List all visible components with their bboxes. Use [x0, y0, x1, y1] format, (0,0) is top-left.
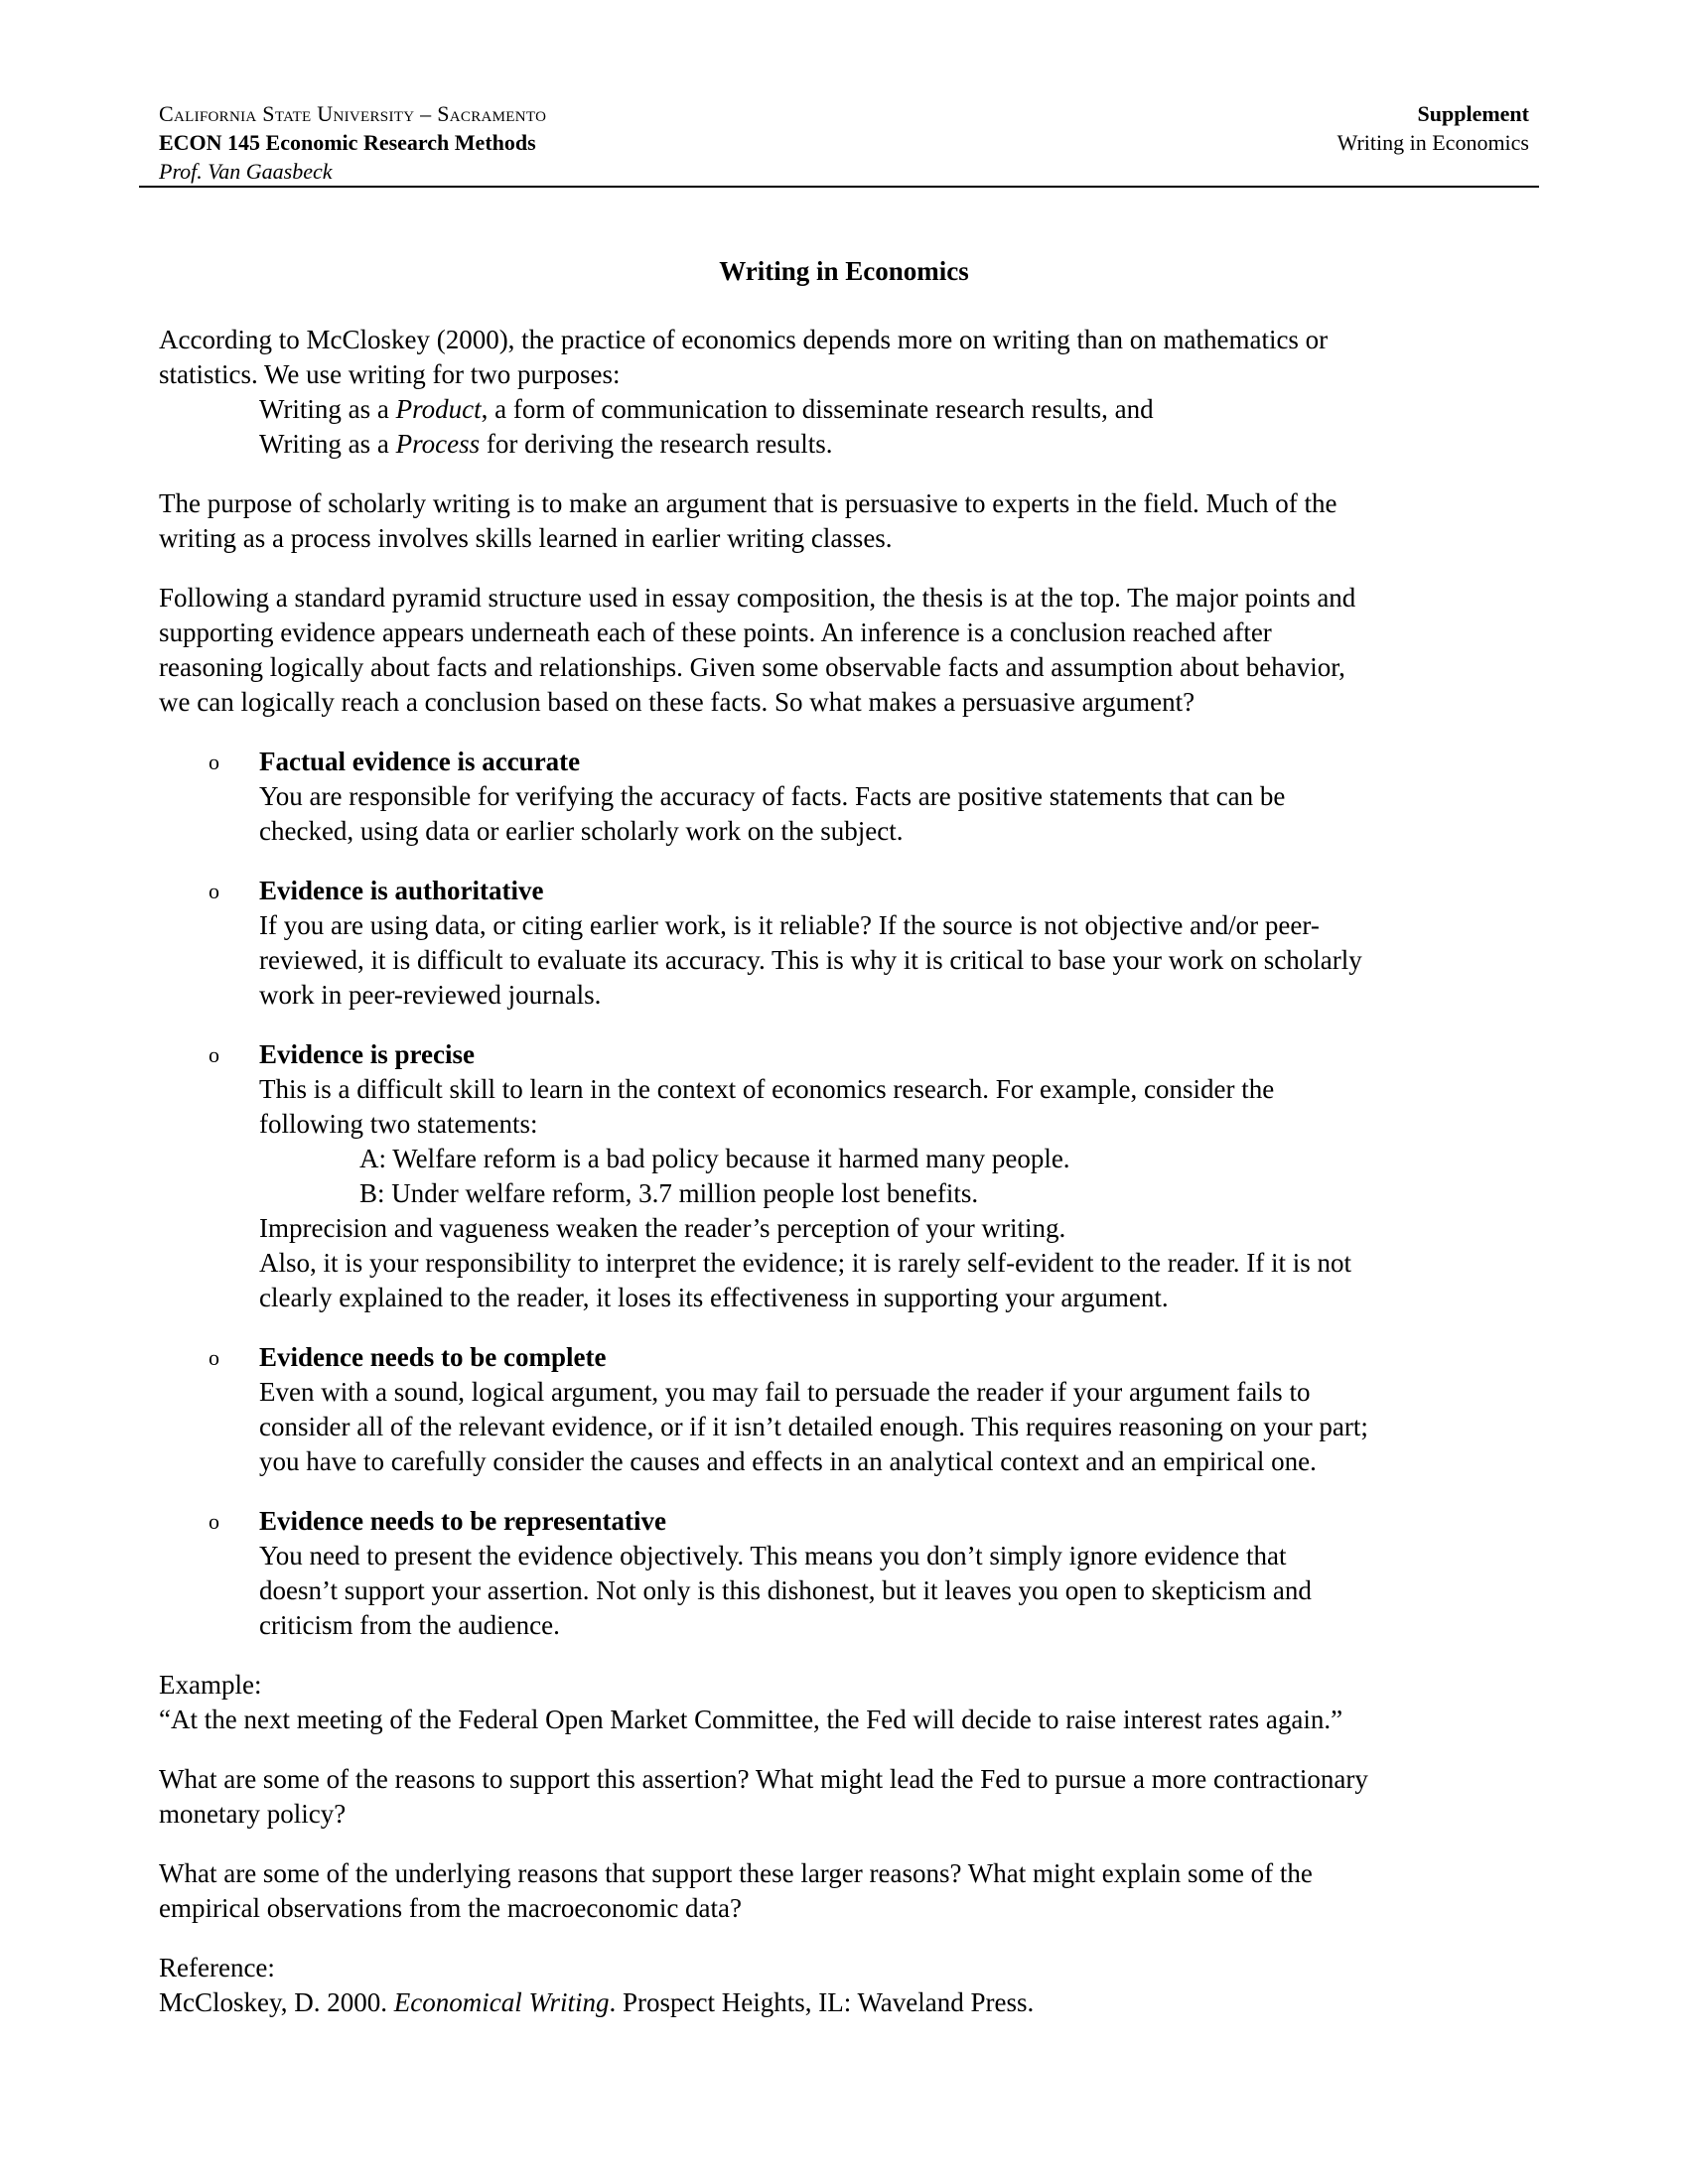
text-span: , a form of communication to disseminate research results, and	[481, 394, 1154, 424]
reference-citation	[159, 1985, 1549, 2020]
example-statement: A: Welfare reform is a bad policy because it harmed many people.	[359, 1144, 1070, 1173]
evidence-list	[159, 745, 1549, 1643]
book-title: Economical Writing	[393, 1987, 610, 2017]
bullet-line: If you are using data, or citing earlier work, is it reliable? If the source is not objective and/or peer-	[259, 910, 1320, 940]
paragraph-line: The purpose of scholarly writing is to make an argument that is persuasive to experts in the field. Much of the	[159, 488, 1337, 518]
paragraph-line: we can logically reach a conclusion based on these facts. So what makes a persuasive argument?	[159, 687, 1196, 717]
bullet-marker: o	[209, 750, 219, 774]
question-line: empirical observations from the macroeconomic data?	[159, 1893, 743, 1923]
bullet-heading: Evidence is precise	[259, 1039, 475, 1069]
bullet-line: clearly explained to the reader, it loses its effectiveness in supporting your argument.	[259, 1283, 1169, 1312]
bullet-heading: Evidence is authoritative	[259, 876, 544, 905]
bullet-line: Even with a sound, logical argument, you may fail to persuade the reader if your argument fails to	[259, 1377, 1311, 1407]
list-item	[159, 1340, 1549, 1479]
paragraph-line: Following a standard pyramid structure used in essay composition, the thesis is at the top. The major points and	[159, 583, 1356, 613]
bullet-line: you have to carefully consider the causes and effects in an analytical context and an empirical one.	[259, 1446, 1317, 1476]
university-name: California State University – Sacramento	[159, 101, 547, 126]
bullet-marker: o	[209, 879, 219, 903]
list-item	[159, 874, 1549, 1013]
bullet-line: This is a difficult skill to learn in the context of economics research. For example, consider the	[259, 1074, 1275, 1104]
header-left	[159, 99, 546, 186]
bullet-heading: Factual evidence is accurate	[259, 747, 581, 776]
paragraph-line: reasoning logically about facts and relationships. Given some observable facts and assumption about behavior,	[159, 652, 1345, 682]
paragraph-line: supporting evidence appears underneath each of these points. An inference is a conclusion reached after	[159, 617, 1272, 647]
text-span: for deriving the research results.	[480, 429, 833, 459]
bullet-marker: o	[209, 1509, 219, 1534]
header-topic: Writing in Economics	[1336, 130, 1529, 155]
example-quote: “At the next meeting of the Federal Open Market Committee, the Fed will decide to raise interest rates again.”	[159, 1705, 1343, 1734]
text-span: Writing as a	[259, 394, 396, 424]
document-body	[159, 323, 1549, 2020]
course-name: ECON 145 Economic Research Methods	[159, 130, 536, 155]
bullet-heading: Evidence needs to be representative	[259, 1506, 666, 1536]
list-item	[159, 1504, 1549, 1643]
paragraph-line: writing as a process involves skills learned in earlier writing classes.	[159, 523, 893, 553]
bullet-marker: o	[209, 1042, 219, 1067]
bullet-line: checked, using data or earlier scholarly work on the subject.	[259, 816, 904, 846]
intro-line: According to McCloskey (2000), the practice of economics depends more on writing than on mathematics or	[159, 325, 1329, 354]
bullet-line: reviewed, it is difficult to evaluate its accuracy. This is why it is critical to base your work on scholarly	[259, 945, 1362, 975]
purpose-product	[159, 392, 1549, 427]
text-span: McCloskey, D. 2000.	[159, 1987, 394, 2017]
emphasis-text: Process	[395, 429, 481, 459]
bullet-marker: o	[209, 1345, 219, 1370]
bullet-line: Imprecision and vagueness weaken the reader’s perception of your writing.	[259, 1213, 1066, 1243]
bullet-line: following two statements:	[259, 1109, 538, 1139]
question-line: What are some of the underlying reasons that support these larger reasons? What might explain some of the	[159, 1858, 1313, 1888]
document-title: Writing in Economics	[719, 256, 969, 286]
bullet-line: You are responsible for verifying the accuracy of facts. Facts are positive statements that can be	[259, 781, 1286, 811]
reference-label: Reference:	[159, 1953, 275, 1982]
text-span: . Prospect Heights, IL: Waveland Press.	[609, 1987, 1035, 2017]
list-item	[159, 1037, 1549, 1315]
bullet-line: consider all of the relevant evidence, or if it isn’t detailed enough. This requires reasoning on your part;	[259, 1412, 1368, 1441]
question-line: What are some of the reasons to support this assertion? What might lead the Fed to pursue a more contractionary	[159, 1764, 1368, 1794]
bullet-line: You need to present the evidence objectively. This means you don’t simply ignore evidence that	[259, 1541, 1287, 1570]
header-rule	[139, 186, 1539, 188]
emphasis-text: Product	[395, 394, 482, 424]
bullet-line: criticism from the audience.	[259, 1610, 560, 1640]
list-item	[159, 745, 1549, 849]
bullet-line: doesn’t support your assertion. Not only is this dishonest, but it leaves you open to skepticism and	[259, 1575, 1312, 1605]
purpose-process	[159, 427, 1549, 462]
question-line: monetary policy?	[159, 1799, 347, 1829]
professor-name: Prof. Van Gaasbeck	[159, 159, 333, 184]
intro-line: statistics. We use writing for two purposes:	[159, 359, 621, 389]
example-label: Example:	[159, 1670, 262, 1700]
example-statement: B: Under welfare reform, 3.7 million people lost benefits.	[359, 1178, 979, 1208]
bullet-heading: Evidence needs to be complete	[259, 1342, 607, 1372]
text-span: Writing as a	[259, 429, 396, 459]
supplement-label: Supplement	[1417, 101, 1529, 126]
bullet-line: Also, it is your responsibility to interpret the evidence; it is rarely self-evident to the reader. If it is not	[259, 1248, 1351, 1278]
bullet-line: work in peer-reviewed journals.	[259, 980, 602, 1010]
header-right	[1337, 99, 1529, 157]
